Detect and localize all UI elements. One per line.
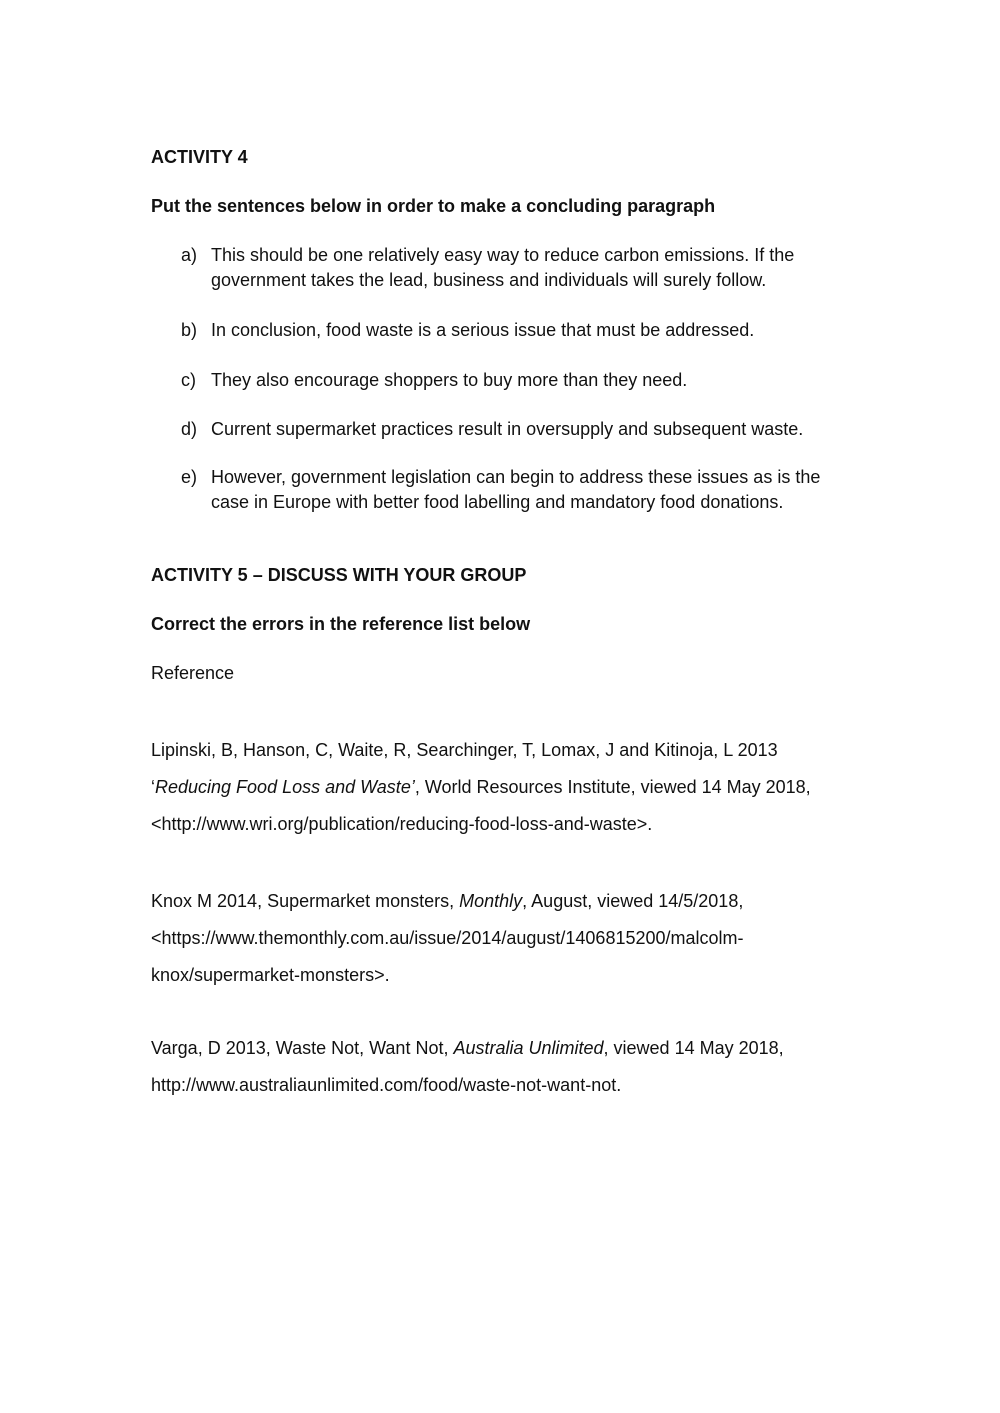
list-item-label: d) bbox=[181, 419, 198, 439]
reference-2-line-1 bbox=[151, 891, 743, 912]
activity-5-instruction: Correct the errors in the reference list below bbox=[151, 614, 531, 634]
list-item bbox=[181, 243, 831, 293]
reference-3-line-1 bbox=[151, 1038, 784, 1059]
list-item bbox=[181, 465, 831, 515]
list-item-text: Current supermarket practices result in oversupply and subsequent waste. bbox=[211, 419, 804, 439]
reference-2-author: Knox M 2014, Supermarket monsters, bbox=[151, 891, 460, 911]
reference-1-publisher: , World Resources Institute, viewed 14 May 2018, bbox=[414, 777, 811, 797]
list-item-text: This should be one relatively easy way to reduce carbon emissions. If the government takes the lead, business and individuals will surely follow. bbox=[211, 245, 795, 290]
list-item-label: a) bbox=[181, 245, 198, 265]
list-item-label: c) bbox=[181, 370, 196, 390]
list-item-label: b) bbox=[181, 320, 198, 340]
activity-5-title: ACTIVITY 5 – DISCUSS WITH YOUR GROUP bbox=[151, 565, 527, 585]
reference-heading: Reference bbox=[151, 663, 235, 683]
list-item-text: However, government legislation can begin to address these issues as is the case in Europe with better food labelling and mandatory food donations. bbox=[211, 467, 821, 512]
reference-3-url: http://www.australiaunlimited.com/food/waste-not-want-not. bbox=[151, 1075, 622, 1095]
reference-3-viewed: , viewed 14 May 2018, bbox=[603, 1038, 784, 1058]
reference-1-line-2 bbox=[151, 777, 811, 798]
reference-1-title: Reducing Food Loss and Waste’ bbox=[155, 777, 415, 797]
reference-3-author: Varga, D 2013, Waste Not, Want Not, bbox=[151, 1038, 454, 1058]
activity-4-instruction: Put the sentences below in order to make a concluding paragraph bbox=[151, 196, 716, 216]
activity-4-title: ACTIVITY 4 bbox=[151, 147, 248, 167]
reference-1-line-1: Lipinski, B, Hanson, C, Waite, R, Searchinger, T, Lomax, J and Kitinoja, L 2013 bbox=[151, 740, 778, 760]
reference-3-journal: Australia Unlimited bbox=[453, 1038, 604, 1058]
reference-1-quote: ‘ bbox=[151, 777, 155, 797]
list-item bbox=[181, 318, 831, 343]
list-item-text: In conclusion, food waste is a serious issue that must be addressed. bbox=[211, 320, 755, 340]
reference-2-journal: Monthly bbox=[459, 891, 523, 911]
reference-1-url: <http://www.wri.org/publication/reducing-food-loss-and-waste>. bbox=[151, 814, 653, 834]
reference-2-viewed: , August, viewed 14/5/2018, bbox=[522, 891, 744, 911]
list-item bbox=[181, 417, 831, 442]
reference-2-url-line-2: knox/supermarket-monsters>. bbox=[151, 965, 390, 985]
reference-2-url-line-1: <https://www.themonthly.com.au/issue/2014/august/1406815200/malcolm- bbox=[151, 928, 744, 948]
list-item bbox=[181, 368, 831, 393]
list-item-text: They also encourage shoppers to buy more than they need. bbox=[211, 370, 688, 390]
list-item-label: e) bbox=[181, 467, 198, 487]
